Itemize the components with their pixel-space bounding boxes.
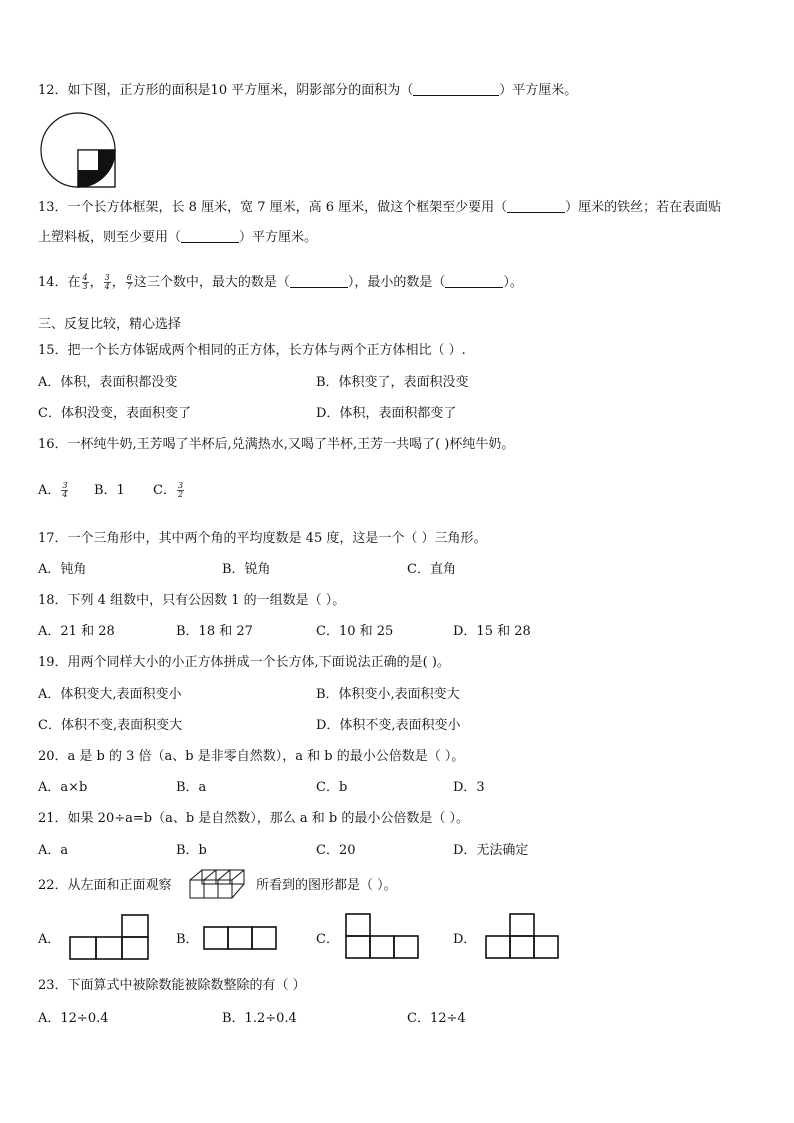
- q21-option-a[interactable]: A．a: [38, 843, 69, 858]
- q13-answer-blank-1[interactable]: [507, 200, 565, 213]
- q20-option-a[interactable]: A．a×b: [38, 780, 88, 795]
- q22-option-d-label[interactable]: D．: [453, 932, 477, 947]
- q13-line1a: 13．一个长方体框架，长 8 厘米，宽 7 厘米，高 6 厘米，做这个框架至少要用（: [38, 200, 508, 215]
- q14-fraction-2: $\frac{3}{4}$: [104, 273, 110, 291]
- q15-option-d[interactable]: D．体积，表面积都变了: [316, 406, 457, 421]
- q23-option-c[interactable]: C．12÷4: [407, 1011, 466, 1026]
- q16-option-a[interactable]: A． $\frac{3}{4}$: [38, 481, 68, 499]
- q14-fraction-1: $\frac{4}{3}$: [82, 273, 88, 291]
- q23-option-a[interactable]: A．12÷0.4: [38, 1011, 109, 1026]
- q22-3d-cubes-figure: [188, 868, 250, 904]
- question-12: [38, 82, 577, 100]
- q18-option-c[interactable]: C．10 和 25: [316, 624, 394, 639]
- q13-line1b: ）厘米的铁丝；若在表面贴: [565, 200, 722, 215]
- q16-option-c-fraction: $\frac{3}{2}$: [177, 481, 184, 499]
- q21-option-c[interactable]: C．20: [316, 843, 356, 858]
- q20-option-d[interactable]: D．3: [453, 780, 485, 795]
- q22-option-a-label[interactable]: A．: [38, 932, 61, 947]
- q12-close: ）平方厘米。: [499, 83, 578, 98]
- section-3-heading: 三、反复比较，精心选择: [38, 317, 182, 332]
- question-15-stem: 15．把一个长方体锯成两个相同的正方体，长方体与两个正方体相比（ ）.: [38, 343, 466, 358]
- question-16-stem: 16．一杯纯牛奶,王芳喝了半杯后,兑满热水,又喝了半杯,王芳一共喝了( )杯纯牛奶。: [38, 437, 515, 452]
- q22-option-c-label[interactable]: C．: [316, 932, 339, 947]
- q20-option-c[interactable]: C．b: [316, 780, 348, 795]
- q14-answer-blank-2[interactable]: [445, 275, 503, 288]
- question-13-line1: [38, 199, 721, 217]
- q12-answer-blank[interactable]: [413, 83, 499, 96]
- q13-line2b: ）平方厘米。: [239, 230, 318, 245]
- question-14: 14．在 $\frac{4}{3}$ ， $\frac{3}{4}$ ， $\frac{6}{7}$ 这三个数中，最大的数是（ ），最小的数是（ ）。: [38, 273, 523, 291]
- q18-option-d[interactable]: D．15 和 28: [453, 624, 531, 639]
- q19-option-a[interactable]: A．体积变大,表面积变小: [38, 687, 182, 702]
- q14-fraction-3: $\frac{6}{7}$: [126, 273, 132, 291]
- q12-circle-square-figure: [40, 112, 120, 192]
- q15-option-b[interactable]: B．体积变了，表面积没变: [316, 375, 469, 390]
- question-23-stem: 23．下面算式中被除数能被除数整除的有（ ）: [38, 978, 306, 993]
- q18-option-b[interactable]: B．18 和 27: [176, 624, 253, 639]
- q13-answer-blank-2[interactable]: [181, 230, 239, 243]
- q17-option-a[interactable]: A．钝角: [38, 562, 87, 577]
- q19-option-d[interactable]: D．体积不变,表面积变小: [316, 718, 461, 733]
- q14-a: 14．在: [38, 275, 81, 290]
- q22-option-b-label[interactable]: B．: [176, 932, 199, 947]
- q14-answer-blank-1[interactable]: [290, 275, 348, 288]
- q19-option-b[interactable]: B．体积变小,表面积变大: [316, 687, 460, 702]
- q14-c: ），最小的数是（: [347, 275, 446, 290]
- question-13-line2: [38, 229, 317, 247]
- q23-option-b[interactable]: B．1.2÷0.4: [222, 1011, 297, 1026]
- q21-option-d[interactable]: D．无法确定: [453, 843, 529, 858]
- question-21-stem: 21．如果 20÷a=b（a、b 是自然数），那么 a 和 b 的最小公倍数是（ ）。: [38, 811, 470, 826]
- question-22-stem-b: 所看到的图形都是（ ）。: [256, 878, 397, 893]
- q16-option-a-fraction: $\frac{3}{4}$: [62, 481, 68, 499]
- question-20-stem: 20．a 是 b 的 3 倍（a、b 是非零自然数），a 和 b 的最小公倍数是（ ）。: [38, 749, 465, 764]
- q12-text: 12．如下图，正方形的面积是10 平方厘米，阴影部分的面积为（: [38, 83, 414, 98]
- q17-option-c[interactable]: C．直角: [407, 562, 456, 577]
- q22-option-d-figure[interactable]: [484, 912, 562, 960]
- q22-option-c-figure[interactable]: [344, 912, 422, 960]
- q15-option-c[interactable]: C．体积没变，表面积变了: [38, 406, 191, 421]
- q18-option-a[interactable]: A．21 和 28: [38, 624, 115, 639]
- q20-option-b[interactable]: B．a: [176, 780, 207, 795]
- question-18-stem: 18．下列 4 组数中，只有公因数 1 的一组数是（ ）。: [38, 593, 346, 608]
- q21-option-b[interactable]: B．b: [176, 843, 207, 858]
- q14-b: 这三个数中，最大的数是（: [133, 275, 290, 290]
- question-22-stem-a: 22．从左面和正面观察: [38, 878, 172, 893]
- q16-option-c[interactable]: C． $\frac{3}{2}$: [153, 481, 184, 499]
- q13-line2a: 上塑料板，则至少要用（: [38, 230, 182, 245]
- q14-d: ）。: [503, 275, 523, 290]
- q17-option-b[interactable]: B．锐角: [222, 562, 271, 577]
- question-17-stem: 17．一个三角形中，其中两个角的平均度数是 45 度，这是一个（ ）三角形。: [38, 531, 487, 546]
- q19-option-c[interactable]: C．体积不变,表面积变大: [38, 718, 183, 733]
- question-19-stem: 19．用两个同样大小的小正方体拼成一个长方体,下面说法正确的是( )。: [38, 655, 450, 670]
- q15-option-a[interactable]: A．体积，表面积都没变: [38, 375, 178, 390]
- q22-option-b-figure[interactable]: [202, 925, 280, 951]
- q22-option-a-figure[interactable]: [68, 913, 150, 959]
- q16-option-b[interactable]: B．1: [94, 483, 125, 498]
